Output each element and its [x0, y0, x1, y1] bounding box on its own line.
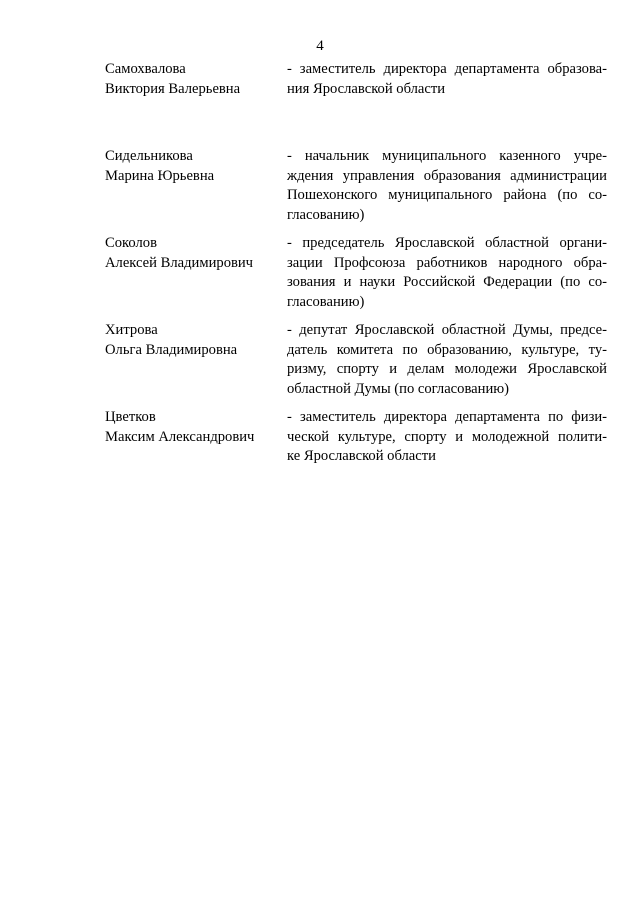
member-entry: [0, 147, 640, 234]
member-surname: Соколов: [105, 235, 157, 251]
member-name: [105, 321, 285, 360]
position-line: ке Ярославской области: [287, 448, 436, 464]
member-position: [287, 60, 607, 99]
member-given-name: Алексей Владимирович: [105, 254, 254, 271]
member-position: [287, 234, 607, 312]
position-line: гласованию): [287, 206, 365, 223]
member-name: [105, 60, 285, 99]
position-line: ждения управления образования администрации: [287, 167, 607, 184]
member-surname: Сидельникова: [105, 148, 193, 164]
member-name: [105, 234, 285, 273]
position-line: - председатель Ярославской областной органи-: [287, 235, 607, 251]
member-position: [287, 408, 607, 467]
position-line: ризму, спорту и делам молодежи Ярославской: [287, 361, 607, 377]
member-position: [287, 321, 607, 399]
position-line: ния Ярославской области: [287, 80, 446, 97]
member-entry: [0, 234, 640, 321]
member-entry: [0, 408, 640, 495]
member-given-name: Виктория Валерьевна: [105, 80, 241, 97]
position-line: - начальник муниципального казенного учре-: [287, 148, 607, 164]
position-line: зования и науки Российской Федерации (по со-: [287, 274, 607, 290]
position-line: зации Профсоюза работников народного обра-: [287, 254, 607, 271]
position-line: - заместитель директора департамента по физи-: [287, 409, 607, 425]
member-surname: Цветков: [105, 409, 156, 425]
position-line: гласованию): [287, 293, 365, 310]
position-line: областной Думы (по согласованию): [287, 380, 510, 397]
member-surname: Хитрова: [105, 322, 158, 338]
member-position: [287, 147, 607, 225]
member-entry: [0, 60, 640, 147]
page-number: 4: [316, 38, 324, 54]
member-surname: Самохвалова: [105, 61, 186, 77]
position-line: Пошехонского муниципального района (по со-: [287, 187, 607, 203]
position-line: - заместитель директора департамента образова-: [287, 61, 607, 77]
position-line: датель комитета по образованию, культуре, ту-: [287, 341, 607, 358]
member-given-name: Марина Юрьевна: [105, 167, 215, 184]
position-line: ческой культуре, спорту и молодежной полити-: [287, 428, 607, 445]
member-entry: [0, 321, 640, 408]
member-name: [105, 408, 285, 447]
member-name: [105, 147, 285, 186]
member-given-name: Ольга Владимировна: [105, 341, 238, 358]
position-line: - депутат Ярославской областной Думы, предсе-: [287, 322, 607, 338]
member-list: [0, 60, 640, 495]
member-given-name: Максим Александрович: [105, 428, 255, 445]
